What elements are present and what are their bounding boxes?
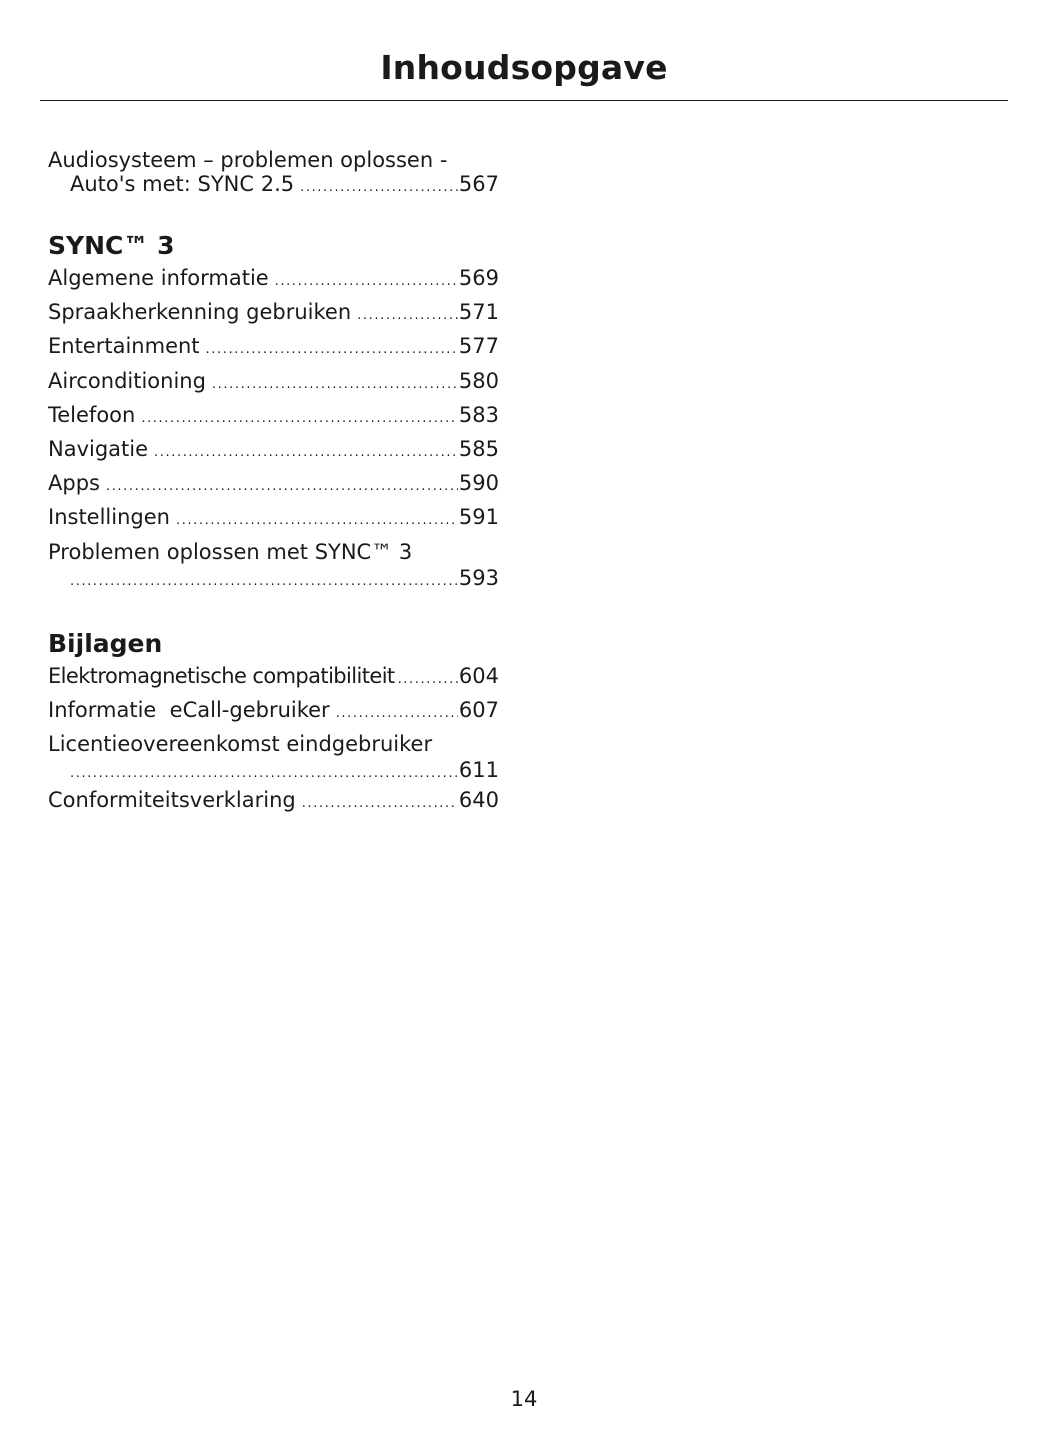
dot-leader <box>302 789 458 819</box>
toc-page-number: 604 <box>458 663 499 688</box>
dot-leader <box>398 665 458 695</box>
toc-entry-title: Airconditioning <box>48 368 206 393</box>
table-of-contents <box>48 148 499 819</box>
dot-leader <box>212 370 458 400</box>
toc-entry-informatie-ecall[interactable] <box>48 695 499 729</box>
toc-page-number: 591 <box>458 505 499 530</box>
toc-page-number: 567 <box>458 172 499 196</box>
toc-page-number: 583 <box>458 402 499 427</box>
toc-entry-airconditioning[interactable] <box>48 366 499 400</box>
page-number: 14 <box>510 1387 538 1411</box>
toc-entry-title: Conformiteitsverklaring <box>48 788 296 813</box>
toc-page-number: 585 <box>458 437 499 462</box>
toc-entry-problemen-oplossen[interactable] <box>48 537 499 593</box>
dot-leader <box>154 438 458 468</box>
toc-entry-apps[interactable] <box>48 468 499 502</box>
toc-entry-conformiteitsverklaring[interactable] <box>48 785 499 819</box>
toc-entry-title: Instellingen <box>48 505 170 530</box>
toc-page-number: 580 <box>458 368 499 393</box>
dot-leader <box>141 404 458 434</box>
dot-leader <box>357 301 458 331</box>
title-divider <box>40 100 1008 101</box>
toc-page-number: 593 <box>458 565 499 590</box>
dot-leader <box>176 506 458 536</box>
toc-entry-audiosysteem[interactable] <box>48 148 499 199</box>
dot-leader <box>300 177 458 199</box>
toc-entry-telefoon[interactable] <box>48 400 499 434</box>
toc-entry-title: Apps <box>48 471 100 496</box>
toc-page-number: 640 <box>458 788 499 813</box>
dot-leader <box>70 571 458 593</box>
toc-entry-licentieovereenkomst[interactable] <box>48 729 499 785</box>
toc-entry-title: Informatie eCall-gebruiker <box>48 697 330 722</box>
dot-leader <box>106 472 458 502</box>
section-heading-sync: SYNC™ 3 <box>48 231 175 260</box>
toc-entry-instellingen[interactable] <box>48 502 499 536</box>
toc-page-number: 590 <box>458 471 499 496</box>
toc-page-number: 611 <box>458 758 499 783</box>
toc-entry-title: Spraakherkenning gebruiken <box>48 300 352 325</box>
toc-entry-title: Licentieovereenkomst eindgebruiker <box>48 732 433 757</box>
dot-leader <box>70 763 458 785</box>
toc-entry-algemene-informatie[interactable] <box>48 263 499 297</box>
dot-leader <box>336 699 458 729</box>
toc-entry-title: Entertainment <box>48 334 200 359</box>
page-title: Inhoudsopgave <box>380 48 668 87</box>
dot-leader <box>206 335 458 365</box>
toc-entry-title: Telefoon <box>48 402 136 427</box>
dot-leader <box>275 267 458 297</box>
toc-entry-title: Elektromagnetische compatibiliteit <box>48 663 395 688</box>
toc-page-number: 569 <box>458 266 499 290</box>
section-heading-bijlagen: Bijlagen <box>48 628 163 658</box>
toc-entry-entertainment[interactable] <box>48 331 499 365</box>
toc-page-number: 607 <box>458 697 499 722</box>
toc-entry-spraakherkenning[interactable] <box>48 297 499 331</box>
toc-page-number: 577 <box>458 334 499 359</box>
toc-entry-title: Navigatie <box>48 437 149 462</box>
toc-entry-title-continued: Auto's met: SYNC 2.5 <box>70 172 295 196</box>
toc-entry-title: Audiosysteem – problemen oplossen - <box>48 148 448 172</box>
toc-entry-elektromagnetische-compatibiliteit[interactable] <box>48 661 499 695</box>
toc-page-number: 571 <box>458 300 499 325</box>
toc-entry-title: Problemen oplossen met SYNC™ 3 <box>48 539 413 564</box>
toc-entry-title: Algemene informatie <box>48 266 269 290</box>
toc-entry-navigatie[interactable] <box>48 434 499 468</box>
